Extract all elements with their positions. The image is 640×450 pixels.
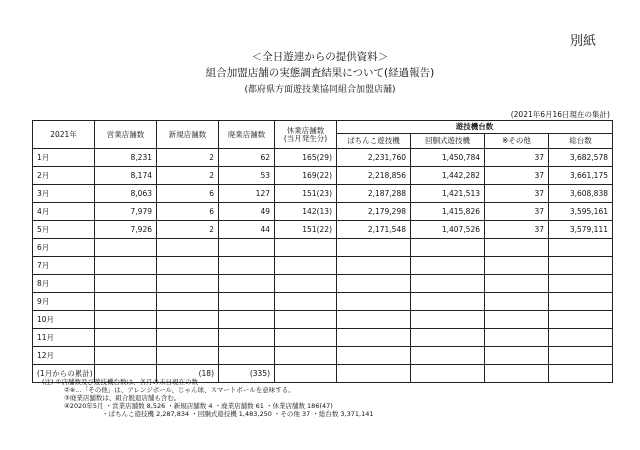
cell-total [549,347,613,365]
cell-closed [219,311,275,329]
cell-new [157,257,219,275]
table-row [33,347,613,365]
cell-open: 8,063 [95,185,157,203]
cell-pachinko [337,257,411,275]
cell-idle: 151(22) [275,221,337,239]
cell-open: 8,174 [95,167,157,185]
cell-open: 7,979 [95,203,157,221]
cell-pachinko: 2,179,298 [337,203,411,221]
cell-slot [411,257,485,275]
cell-idle: 169(22) [275,167,337,185]
cell-slot [411,275,485,293]
table-row [33,257,613,275]
header-pachinko: ぱちんこ遊技機 [337,134,411,149]
cell-total: 3,595,161 [549,203,613,221]
cell-closed: (335) [219,365,275,383]
cell-new: 2 [157,221,219,239]
cell-closed [219,239,275,257]
cell-idle [275,239,337,257]
cell-slot: 1,407,526 [411,221,485,239]
table-row [33,221,613,239]
cell-idle [275,329,337,347]
survey-table [32,120,613,383]
cell-closed: 44 [219,221,275,239]
heading-scope: (都府県方面遊技業協同組合加盟店舗) [244,85,396,95]
table-row [33,293,613,311]
cell-new [157,329,219,347]
cell-total: 3,682,578 [549,149,613,167]
cell-other [485,239,549,257]
cell-month: 8月 [33,275,95,293]
note-line: ②※…「その他」は、アレンジボール、じゃん球、スマートボールを意味する。 [64,386,295,394]
cell-month: 6月 [33,239,95,257]
header-idle-stores [275,121,337,149]
cell-total: 3,661,175 [549,167,613,185]
cell-idle: 165(29) [275,149,337,167]
cell-total [549,275,613,293]
cell-pachinko [337,275,411,293]
cell-idle [275,275,337,293]
cell-other: 37 [485,149,549,167]
cell-new: 6 [157,203,219,221]
cell-total: 3,579,111 [549,221,613,239]
cell-pachinko: 2,187,288 [337,185,411,203]
cell-month: 4月 [33,203,95,221]
cell-other [485,311,549,329]
cell-slot: 1,421,513 [411,185,485,203]
note-line: ・ぱちんこ遊技機 2,287,834 ・回胴式遊技機 1,483,250 ・その他 37 ・総台数 3,371,141 [102,410,374,418]
cell-new: 6 [157,185,219,203]
heading-title: 組合加盟店舗の実態調査結果について(経過報告) [205,67,435,79]
cell-closed: 127 [219,185,275,203]
note-line: ③廃業店舗数は、組合脱退店舗も含む。 [64,394,181,402]
attachment-label: 別紙 [569,34,596,49]
table-row [33,311,613,329]
cell-month: 11月 [33,329,95,347]
cell-idle: 142(13) [275,203,337,221]
table-row [33,239,613,257]
cell-pachinko [337,239,411,257]
cell-total: 3,608,838 [549,185,613,203]
cell-idle [275,311,337,329]
cell-pachinko [337,311,411,329]
table-row [33,275,613,293]
header-machines: 遊技機台数 [337,121,613,134]
cell-other: 37 [485,185,549,203]
cell-new: 2 [157,149,219,167]
cell-open [95,257,157,275]
cell-other: 37 [485,167,549,185]
cell-other [485,329,549,347]
cell-open: 8,231 [95,149,157,167]
cell-other [485,347,549,365]
cell-month: 12月 [33,347,95,365]
cell-slot [411,347,485,365]
cell-other: 37 [485,203,549,221]
cell-slot: 1,442,282 [411,167,485,185]
heading-source: ＜全日遊連からの提供資料＞ [251,51,389,63]
table-row [33,149,613,167]
cell-closed [219,257,275,275]
table-row [33,185,613,203]
header-open-stores: 営業店舗数 [95,121,157,149]
header-other: ※その他 [485,134,549,149]
cell-month: 9月 [33,293,95,311]
header-year: 2021年 [33,121,95,149]
table-row [33,329,613,347]
cell-total [549,365,613,383]
cell-slot: 1,450,784 [411,149,485,167]
cell-new: 2 [157,167,219,185]
cell-pachinko: 2,171,548 [337,221,411,239]
cell-slot [411,311,485,329]
table-row [33,203,613,221]
cell-new: (18) [157,365,219,383]
cell-idle [275,293,337,311]
cell-total [549,239,613,257]
cell-open: 7,926 [95,221,157,239]
cell-slot: 1,415,826 [411,203,485,221]
cell-closed [219,275,275,293]
cell-open [95,329,157,347]
cell-pachinko [337,347,411,365]
as-of-date: (2021年6月16日現在の集計) [510,110,610,119]
cell-other [485,293,549,311]
note-line: ④2020年5月 ・営業店舗数 8,526 ・新規店舗数 4 ・廃業店舗数 61 ・休業店舗数 186(47) [64,402,333,410]
cell-total [549,293,613,311]
header-idle-sub: (当月発生分) [283,133,328,143]
cell-month: 2月 [33,167,95,185]
cell-pachinko [337,293,411,311]
header-new-stores: 新規店舗数 [157,121,219,149]
cell-open [95,311,157,329]
cell-month: 7月 [33,257,95,275]
cell-total [549,329,613,347]
cell-pachinko: 2,218,856 [337,167,411,185]
cell-new [157,347,219,365]
cell-closed [219,347,275,365]
cell-idle [275,347,337,365]
cell-open [95,275,157,293]
header-total: 総台数 [549,134,613,149]
cell-total [549,311,613,329]
cell-idle [275,257,337,275]
cell-pachinko [337,329,411,347]
cell-month: (1月からの累計) [33,365,95,383]
cell-closed [219,329,275,347]
cell-other [485,365,549,383]
header-slot: 回胴式遊技機 [411,134,485,149]
cell-slot [411,365,485,383]
header-closed-stores: 廃業店舗数 [219,121,275,149]
cell-month: 1月 [33,149,95,167]
cell-open [95,239,157,257]
note-line: (注) ①店舗数及び遊技機台数は、各月の末日現在の数 [42,378,198,386]
cell-new [157,275,219,293]
cell-other: 37 [485,221,549,239]
footnotes [42,378,373,418]
cell-month: 10月 [33,311,95,329]
cell-open [95,347,157,365]
cell-closed [219,293,275,311]
cell-new [157,239,219,257]
cell-slot [411,293,485,311]
cell-closed: 49 [219,203,275,221]
cell-new [157,311,219,329]
cell-closed: 53 [219,167,275,185]
cell-new [157,293,219,311]
cell-closed: 62 [219,149,275,167]
cell-other [485,257,549,275]
cell-other [485,275,549,293]
cell-month: 3月 [33,185,95,203]
cell-total [549,257,613,275]
cell-pachinko: 2,231,760 [337,149,411,167]
table-row [33,167,613,185]
cell-month: 5月 [33,221,95,239]
cell-idle: 151(23) [275,185,337,203]
cell-open [95,293,157,311]
cell-slot [411,329,485,347]
cell-slot [411,239,485,257]
header-idle-title: 休業店舗数 [286,126,325,135]
